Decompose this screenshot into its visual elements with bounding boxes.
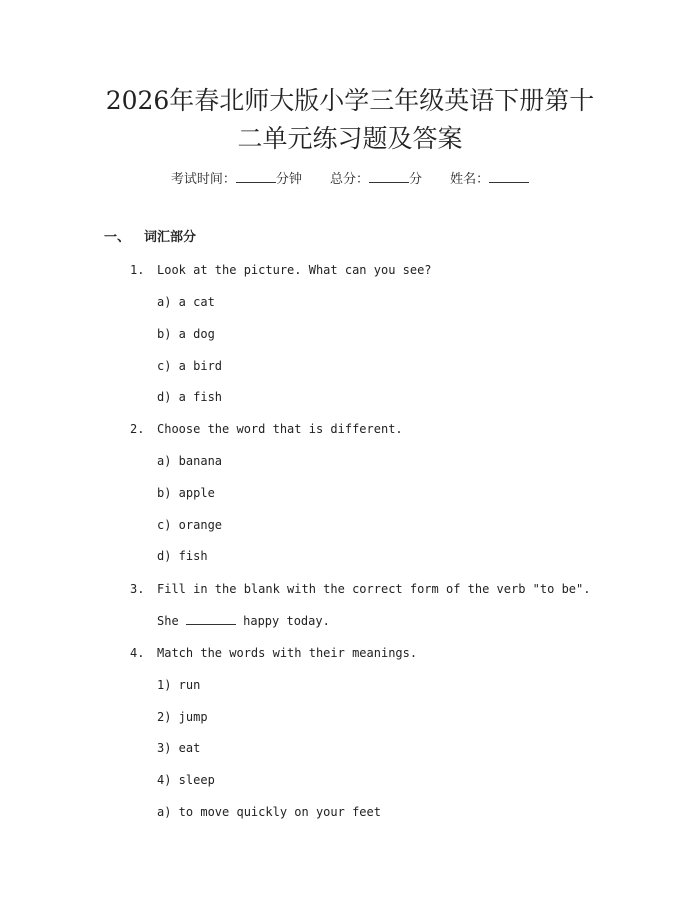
answer-blank[interactable]: [186, 613, 236, 625]
option: 4) sleep: [157, 773, 215, 787]
question-number: 2.: [130, 422, 145, 436]
option: b) a dog: [157, 327, 215, 341]
exam-name: 姓名：: [450, 170, 529, 189]
question-number: 4.: [130, 646, 145, 660]
question-text: Fill in the blank with the correct form of the verb "to be".: [157, 582, 591, 596]
option: c) orange: [157, 518, 223, 532]
exam-score: 总分： 分: [329, 172, 423, 187]
section-heading: 一、 词汇部分: [104, 230, 197, 245]
exam-meta: [0, 170, 700, 189]
question-number: 3.: [130, 582, 145, 596]
fill-in-sentence: She happy today.: [157, 614, 330, 628]
question-text: Match the words with their meanings.: [157, 646, 418, 660]
option: c) a bird: [157, 359, 223, 373]
name-blank: [489, 170, 529, 183]
option: a) to move quickly on your feet: [157, 805, 381, 819]
page-title: [60, 82, 640, 158]
option: 2) jump: [157, 710, 208, 724]
score-blank: [369, 170, 409, 183]
option: d) a fish: [157, 390, 223, 404]
option: 1) run: [157, 678, 201, 692]
time-blank: [236, 170, 276, 183]
option: a) a cat: [157, 295, 215, 309]
title-line-2: 二单元练习题及答案: [237, 124, 463, 153]
title-line-1: 2026年春北师大版小学三年级英语下册第十: [105, 86, 595, 115]
option: b) apple: [157, 486, 215, 500]
exam-time: 考试时间： 分钟: [170, 172, 302, 187]
question-number: 1.: [130, 263, 145, 277]
option: a) banana: [157, 454, 223, 468]
option: 3) eat: [157, 741, 201, 755]
question-text: Choose the word that is different.: [157, 422, 403, 436]
option: d) fish: [157, 549, 208, 563]
question-text: Look at the picture. What can you see?: [157, 263, 432, 277]
